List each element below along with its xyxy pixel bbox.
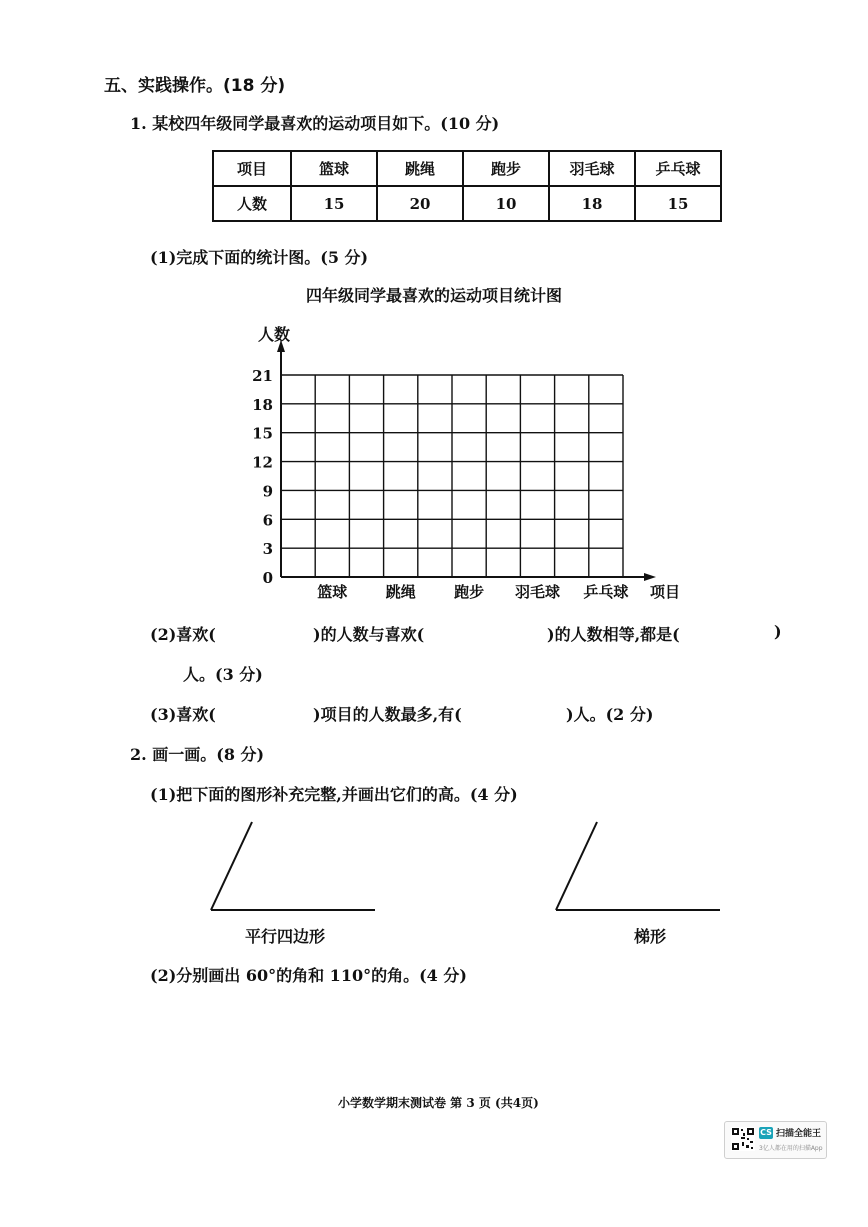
table-cell: 10	[463, 186, 549, 221]
question-1-part-2-c: )的人数相等,都是(	[547, 625, 680, 644]
y-tick-label: 9	[262, 482, 273, 501]
parallelogram-partial	[211, 822, 375, 910]
table-cell: 跑步	[463, 151, 549, 186]
qr-code-icon	[731, 1127, 755, 1151]
x-axis-arrow-icon	[644, 573, 656, 581]
y-tick-label: 6	[262, 511, 273, 530]
table-cell: 羽毛球	[549, 151, 635, 186]
page-footer: 小学数学期末测试卷 第 3 页 (共4页)	[338, 1096, 539, 1110]
y-axis-label: 人数	[258, 325, 291, 344]
question-1-title: 1. 某校四年级同学最喜欢的运动项目如下。(10 分)	[130, 114, 500, 133]
section-title: 五、实践操作。(18 分)	[104, 76, 286, 96]
trapezoid-partial	[556, 822, 720, 910]
table-cell: 跳绳	[377, 151, 463, 186]
table-cell: 项目	[213, 151, 291, 186]
label-trapezoid: 梯形	[634, 927, 667, 946]
y-tick-label: 0	[262, 569, 273, 587]
x-tick-label: 跑步	[454, 583, 485, 601]
y-tick-label: 21	[252, 367, 273, 385]
question-2-part-2: (2)分别画出 60°的角和 110°的角。(4 分)	[150, 966, 467, 985]
scanner-name: 扫描全能王	[776, 1129, 822, 1139]
question-1-part-2-a: (2)喜欢(	[150, 625, 216, 644]
cs-logo: CS	[760, 1128, 772, 1137]
question-1-part-3-b: )项目的人数最多,有(	[313, 705, 462, 724]
y-tick-label: 12	[252, 453, 273, 472]
x-tick-label: 篮球	[317, 583, 348, 601]
table-cell: 乒乓球	[635, 151, 721, 186]
question-1-part-3-c: )人。(2 分)	[566, 705, 654, 724]
table-cell: 20	[377, 186, 463, 221]
table-cell: 15	[291, 186, 377, 221]
y-tick-label: 15	[252, 424, 273, 443]
x-tick-label: 乒乓球	[583, 583, 629, 601]
x-axis-label: 项目	[649, 583, 681, 601]
table-cell: 18	[549, 186, 635, 221]
question-1-part-1: (1)完成下面的统计图。(5 分)	[150, 248, 369, 267]
incomplete-shapes	[0, 800, 868, 930]
x-tick-label: 跳绳	[385, 583, 416, 601]
y-tick-label: 18	[252, 395, 273, 414]
scanner-badge	[724, 1121, 827, 1159]
x-tick-label: 羽毛球	[514, 583, 561, 601]
chart-title: 四年级同学最喜欢的运动项目统计图	[305, 286, 563, 305]
question-1-part-2-line-2: 人。(3 分)	[183, 665, 263, 684]
question-2-title: 2. 画一画。(8 分)	[130, 745, 265, 764]
question-1-part-2-b: )的人数与喜欢(	[313, 625, 425, 644]
y-tick-label: 3	[262, 540, 273, 559]
table-cell: 篮球	[291, 151, 377, 186]
question-1-part-2-d: )	[774, 622, 782, 641]
table-cell: 人数	[213, 186, 291, 221]
scanner-tagline: 3亿人都在用的扫描App	[759, 1145, 823, 1152]
table-cell: 15	[635, 186, 721, 221]
question-1-part-3-a: (3)喜欢(	[150, 705, 216, 724]
question-2-part-1: (1)把下面的图形补充完整,并画出它们的高。(4 分)	[150, 785, 518, 804]
label-parallelogram: 平行四边形	[245, 927, 326, 946]
